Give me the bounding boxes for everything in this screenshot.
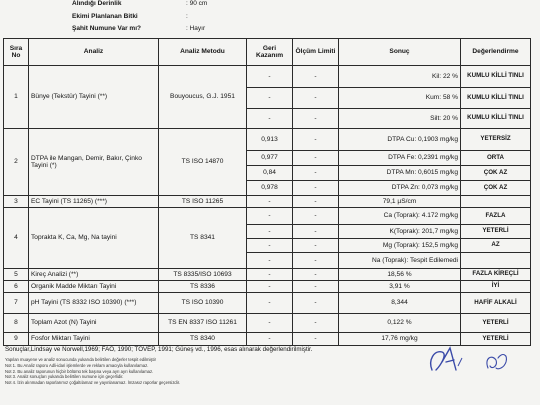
limit-cell: - (293, 333, 339, 346)
evaluation-cell: KUMLU KİLLİ TINLI (461, 66, 531, 88)
plant-label: Ekimi Planlanan Bitki (72, 13, 138, 20)
table-row (4, 314, 531, 333)
notes-block (5, 357, 180, 386)
table-row (4, 293, 531, 314)
table-row (4, 281, 531, 293)
col-header-analysis: Analiz (29, 39, 159, 66)
note-line: Not 3. Analiz sonuçları yukarıda belirtilen numune için geçerlidir. (5, 374, 124, 380)
evaluation-cell: YETERLİ (461, 314, 531, 333)
recovery-cell: - (247, 239, 293, 253)
limit-cell: - (293, 253, 339, 269)
result-cell: Silt: 20 % (339, 109, 461, 129)
limit-cell: - (293, 88, 339, 109)
evaluation-cell: FAZLA KİREÇLİ (461, 269, 531, 281)
plant-value: : (186, 13, 188, 20)
limit-cell: - (293, 239, 339, 253)
limit-cell: - (293, 314, 339, 333)
evaluation-cell: HAFİF ALKALİ (461, 293, 531, 314)
recovery-cell: - (247, 281, 293, 293)
result-cell: Ca (Toprak): 4.172 mg/kg (339, 208, 461, 225)
recovery-cell: - (247, 196, 293, 208)
limit-cell: - (293, 293, 339, 314)
recovery-cell: - (247, 269, 293, 281)
method-cell: TS 8341 (159, 208, 247, 269)
recovery-cell: - (247, 88, 293, 109)
analysis-name-cell: pH Tayini (TS 8332 ISO 10390) (***) (29, 293, 159, 314)
col-header-limit: Ölçüm Limiti (293, 39, 339, 66)
row-number-cell: 8 (4, 314, 29, 333)
table-body (4, 66, 531, 346)
result-cell: 79,1 µS/cm (339, 196, 461, 208)
handwritten-signature (418, 340, 518, 380)
method-cell: TS EN 8337 ISO 11261 (159, 314, 247, 333)
method-cell: TS ISO 14870 (159, 129, 247, 196)
note-line: Not 2. Bu analiz raporunun hiçbir bölümü tek başına veya ayrı ayrı kullanılamaz. (5, 368, 154, 374)
analysis-name-cell: Fosfor Miktarı Tayini (29, 333, 159, 346)
limit-cell: - (293, 208, 339, 225)
analysis-name-cell: Toplam Azot (N) Tayini (29, 314, 159, 333)
table-header-row (4, 39, 531, 66)
sources-note: Sonuçlar,Lindsay ve Norwell,1969; FAO, 1990; TOVEP, 1991; Güneş vd., 1996, esas alınarak değerlendirilmiştir. (5, 346, 313, 353)
col-header-recovery: Geri Kazanım (247, 39, 293, 66)
row-number-cell: 7 (4, 293, 29, 314)
row-number-cell: 1 (4, 66, 29, 129)
limit-cell: - (293, 151, 339, 166)
recovery-cell: 0,977 (247, 151, 293, 166)
row-number-cell: 4 (4, 208, 29, 269)
limit-cell: - (293, 225, 339, 239)
table-row (4, 208, 531, 225)
note-line: Not 1. Bu Analiz raporu Adli-idari işlemlerde ve reklam amacıyla kullanılamaz. (5, 362, 149, 368)
evaluation-cell (461, 253, 531, 269)
evaluation-cell: ÇOK AZ (461, 166, 531, 181)
table-row (4, 66, 531, 88)
limit-cell: - (293, 281, 339, 293)
limit-cell: - (293, 166, 339, 181)
row-number-cell: 6 (4, 281, 29, 293)
col-header-method: Analiz Metodu (159, 39, 247, 66)
result-cell: 17,76 mg/kg (339, 333, 461, 346)
depth-value: : 90 cm (186, 0, 208, 7)
limit-cell: - (293, 269, 339, 281)
col-header-no: Sıra No (4, 39, 29, 66)
col-header-evaluation: Değerlendirme (461, 39, 531, 66)
evaluation-cell: AZ (461, 239, 531, 253)
recovery-cell: - (247, 293, 293, 314)
result-cell: 8,344 (339, 293, 461, 314)
analysis-table (3, 38, 531, 346)
col-header-result: Sonuç (339, 39, 461, 66)
recovery-cell: - (247, 314, 293, 333)
evaluation-cell: FAZLA (461, 208, 531, 225)
table-row (4, 129, 531, 151)
note-line: Yapılan muayene ve analiz sonucunda yukarıda belirtilen değerler tespit edilmiştir (5, 357, 156, 362)
recovery-cell: - (247, 225, 293, 239)
evaluation-cell: ORTA (461, 151, 531, 166)
recovery-cell: - (247, 253, 293, 269)
method-cell: TS 8335/ISO 10693 (159, 269, 247, 281)
note-line: Not 4. İzin alınmadan raporlarımız çoğaltılamaz ve yayınlanamaz. İmzasız raporlar geçersizdir. (5, 380, 181, 386)
method-cell: TS ISO 10390 (159, 293, 247, 314)
analysis-name-cell: Bünye (Tekstür) Tayini (**) (29, 66, 159, 129)
analysis-name-cell: Organik Madde Miktarı Tayini (29, 281, 159, 293)
row-number-cell: 9 (4, 333, 29, 346)
limit-cell: - (293, 109, 339, 129)
evaluation-cell: İYİ (461, 281, 531, 293)
result-cell: DTPA Fe: 0,2391 mg/kg (339, 151, 461, 166)
analysis-name-cell: Kireç Analizi (**) (29, 269, 159, 281)
method-cell: TS ISO 11265 (159, 196, 247, 208)
result-cell: K(Toprak): 201,7 mg/kg (339, 225, 461, 239)
evaluation-cell: YETERLİ (461, 225, 531, 239)
method-cell: Bouyoucus, G.J. 1951 (159, 66, 247, 129)
recovery-cell: 0,978 (247, 181, 293, 196)
recovery-cell: - (247, 208, 293, 225)
evaluation-cell: YETERSİZ (461, 129, 531, 151)
result-cell: 3,91 % (339, 281, 461, 293)
evaluation-cell: KUMLU KİLLİ TINLI (461, 109, 531, 129)
witness-value: : Hayır (186, 25, 206, 32)
method-cell: TS 8340 (159, 333, 247, 346)
table-row (4, 269, 531, 281)
result-cell: Kil: 22 % (339, 66, 461, 88)
table-row (4, 196, 531, 208)
row-number-cell: 5 (4, 269, 29, 281)
evaluation-cell: YETERLİ (461, 333, 531, 346)
result-cell: DTPA Cu: 0,1903 mg/kg (339, 129, 461, 151)
recovery-cell: - (247, 333, 293, 346)
recovery-cell: 0,84 (247, 166, 293, 181)
row-number-cell: 3 (4, 196, 29, 208)
result-cell: DTPA Mn: 0,6015 mg/kg (339, 166, 461, 181)
recovery-cell: 0,913 (247, 129, 293, 151)
row-number-cell: 2 (4, 129, 29, 196)
limit-cell: - (293, 129, 339, 151)
result-cell: DTPA Zn: 0,073 mg/kg (339, 181, 461, 196)
result-cell: Kum: 58 % (339, 88, 461, 109)
analysis-name-cell: EC Tayini (TS 11265) (***) (29, 196, 159, 208)
limit-cell: - (293, 66, 339, 88)
recovery-cell: - (247, 109, 293, 129)
evaluation-cell (461, 196, 531, 208)
evaluation-cell: KUMLU KİLLİ TINLI (461, 88, 531, 109)
limit-cell: - (293, 181, 339, 196)
method-cell: TS 8336 (159, 281, 247, 293)
evaluation-cell: ÇOK AZ (461, 181, 531, 196)
limit-cell: - (293, 196, 339, 208)
result-cell: Mg (Toprak): 152,5 mg/kg (339, 239, 461, 253)
analysis-name-cell: Toprakta K, Ca, Mg, Na tayini (29, 208, 159, 269)
result-cell: 0,122 % (339, 314, 461, 333)
recovery-cell: - (247, 66, 293, 88)
result-cell: 18,56 % (339, 269, 461, 281)
result-cell: Na (Toprak): Tespit Edilemedi (339, 253, 461, 269)
analysis-name-cell: DTPA ile Mangan, Demir, Bakır, Çinko Tayini (*) (29, 129, 159, 196)
depth-label: Alındığı Derinlik (72, 0, 122, 7)
witness-label: Şahit Numune Var mı? (72, 25, 141, 32)
